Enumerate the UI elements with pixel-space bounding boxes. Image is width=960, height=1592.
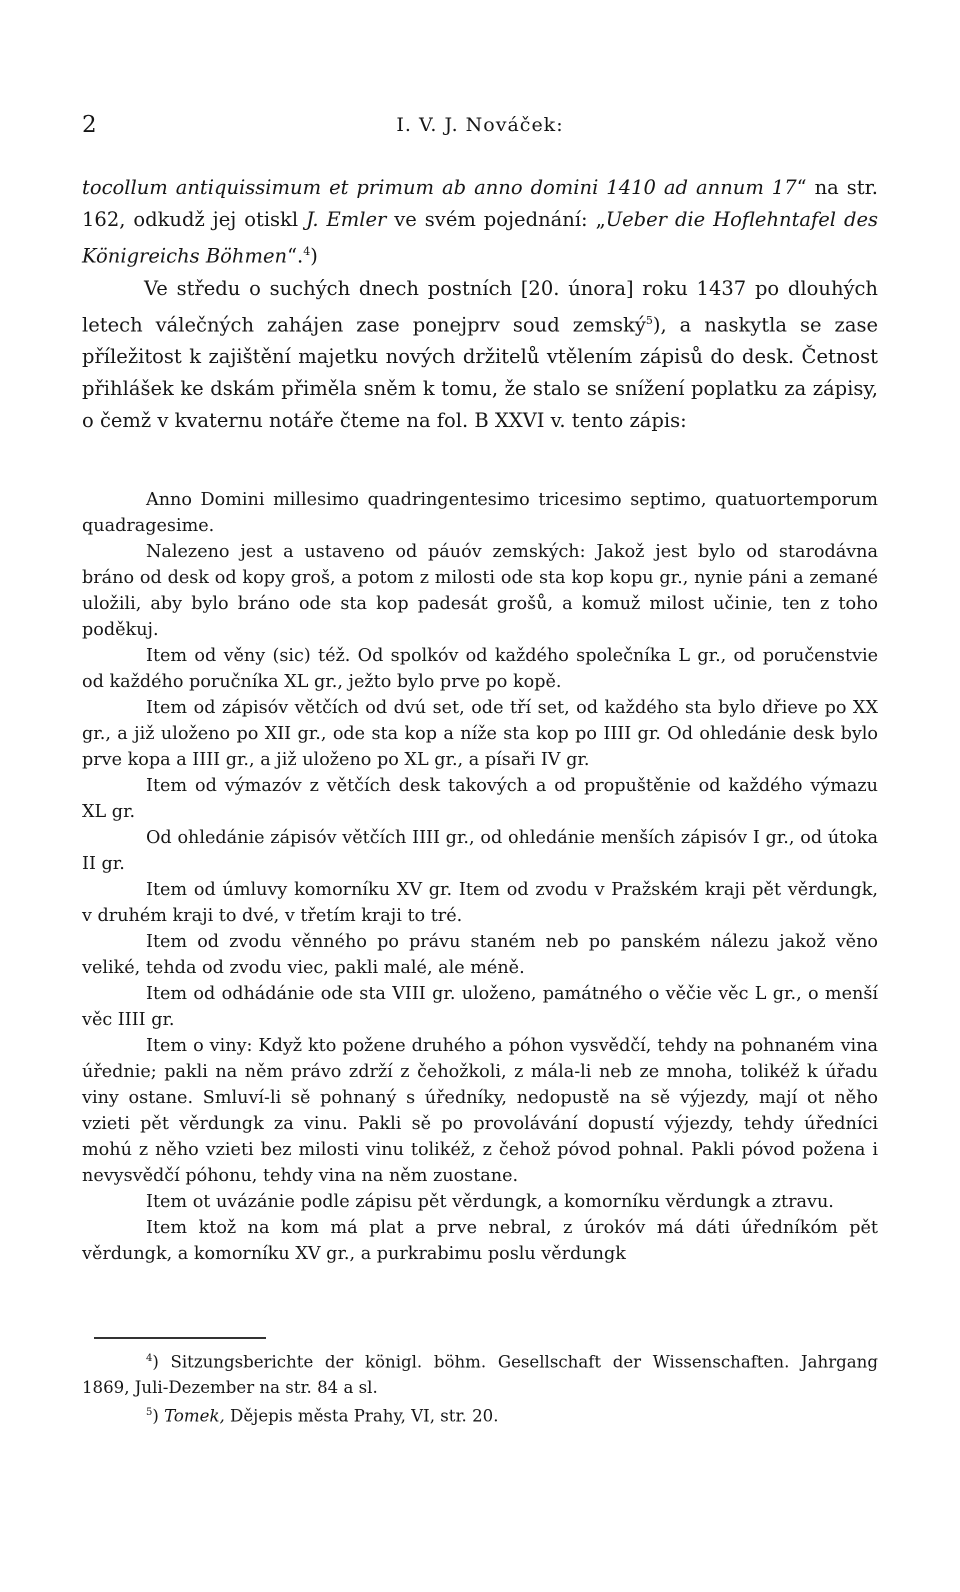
quoted-title: tocollum antiquissimum et primum ab anno domini 1410 ad annum 17: [82, 176, 797, 199]
page-header: [82, 112, 878, 142]
document-paragraph: Item od zápisóv větčích od dvú set, ode tří set, od každého sta bylo dřieve po XX gr., a již uloženo po XII gr., ode sta kop a níže sta kop po IIII gr. Od ohledánie desk bylo prve kopa a IIII gr., a již uloženo po XL gr., a písaři IV gr.: [82, 698, 878, 770]
document-paragraph: Anno Domini millesimo quadringentesimo tricesimo septimo, quatuortemporum quadragesime.: [82, 490, 878, 536]
footnote-ref-5: 5: [645, 313, 653, 327]
footnote-rule: [94, 1337, 266, 1339]
document-paragraph: Item ot uvázánie podle zápisu pět věrdungk, a komorníku věrdungk a ztravu.: [146, 1192, 834, 1212]
document-paragraph: Nalezeno jest a ustaveno od páuóv zemských: Jakož jest bylo od starodávna bráno od desk od kopy groš, a potom z milosti ode sta kop kopu gr., nynie páni a zemané uložili, aby bylo bráno ode sta kop padesát grošů, a komuž milost učinie, ten z toho poděkuj.: [82, 542, 878, 640]
document-paragraph: Item od odhádánie ode sta VIII gr. uloženo, památného o věčie věc L gr., o menší věc IIII gr.: [82, 984, 878, 1030]
document-paragraph: Item od zvodu věnného po právu staném neb po panském nálezu jakož věno veliké, tehda od zvodu viec, pakli malé, ale méně.: [82, 932, 878, 978]
quoted-document: [82, 487, 878, 1267]
body-text: [82, 172, 878, 437]
author-name: J. Emler: [306, 208, 387, 231]
running-title: I. V. J. Nováček:: [396, 114, 564, 136]
footnote-author: Tomek,: [164, 1406, 225, 1426]
footnote-4: $^4$) Sitzungsberichte der königl. böhm. Gesellschaft der Wissenschaften. Jahrgang 1869, Juli-Dezember na str. 84 a sl.: [82, 1352, 878, 1397]
document-paragraph: Item o viny: Když kto požene druhého a póhon vysvědčí, tehdy na pohnaném vina úřednie; pakli na něm právo zdrží z čehožkoli, z mála-li neb ze mnoha, tolikéž k úřadu viny ostane. Smluví-li sě pohnaný s úředníky, nedopustě na sě výjezdy, mají ot něho vzieti pět věrdungk za vinu. Pakli sě po provolávání dopustí výjezdy, tehdy úředníci mohú z něho vzieti bez milosti vinu tolikéž, z čehož póvod pohnal. Pakli póvod požena i nevysvědčí póhonu, tehdy vina na něm zuostane.: [82, 1036, 878, 1186]
intro-paragraph-1: tocollum antiquissimum et primum ab anno domini 1410 ad annum 17“ na str. 162, odkudž jej otiskl J. Emler ve svém pojednání: „Ueber die Hoflehntafel des Königreichs Böhmen“.$^4$): [82, 176, 878, 268]
document-paragraph: Item od úmluvy komorníku XV gr. Item od zvodu v Pražském kraji pět věrdungk, v druhém kraji to dvé, v třetím kraji to tré.: [82, 880, 878, 926]
work-title: Ueber die Hoflehntafel des Königreichs Böhmen: [82, 208, 878, 268]
intro-paragraph-2: Ve středu o suchých dnech postních [20. února] roku 1437 po dlouhých letech válečných zahájen zase ponejprv soud zemský$^5$), a naskytla se zase příležitost k zajištění majetku nových držitelů vtělením zápisů do desk. Četnost přihlášek ke dskám přiměla sněm k tomu, že stalo se snížení poplatku za zápisy, o čemž v kvaternu notáře čteme na fol. B XXVI v. tento zápis:: [82, 276, 878, 432]
footnotes: [82, 1346, 878, 1428]
document-paragraph: Od ohledánie zápisóv větčích IIII gr., od ohledánie menších zápisóv I gr., od útoka II gr.: [82, 828, 878, 874]
document-paragraph: Item ktož na kom má plat a prve nebral, z úrokóv má dáti úředníkóm pět věrdungk, a komorníku XV gr., a purkrabimu poslu věrdungk: [82, 1218, 878, 1264]
document-paragraph: Item od věny (sic) též. Od spolkóv od každého společníka L gr., od poručenstvie od každého poručníka XL gr., ježto bylo prve po kopě.: [82, 646, 878, 692]
footnote-ref-4: 4: [303, 245, 311, 258]
footnote-5: $^5$) Tomek, Dějepis města Prahy, VI, str. 20.: [146, 1406, 499, 1426]
document-paragraph: Item od výmazóv z větčích desk takových a od propuštěnie od každého výmazu XL gr.: [82, 776, 878, 822]
page-number: 2: [82, 112, 97, 138]
